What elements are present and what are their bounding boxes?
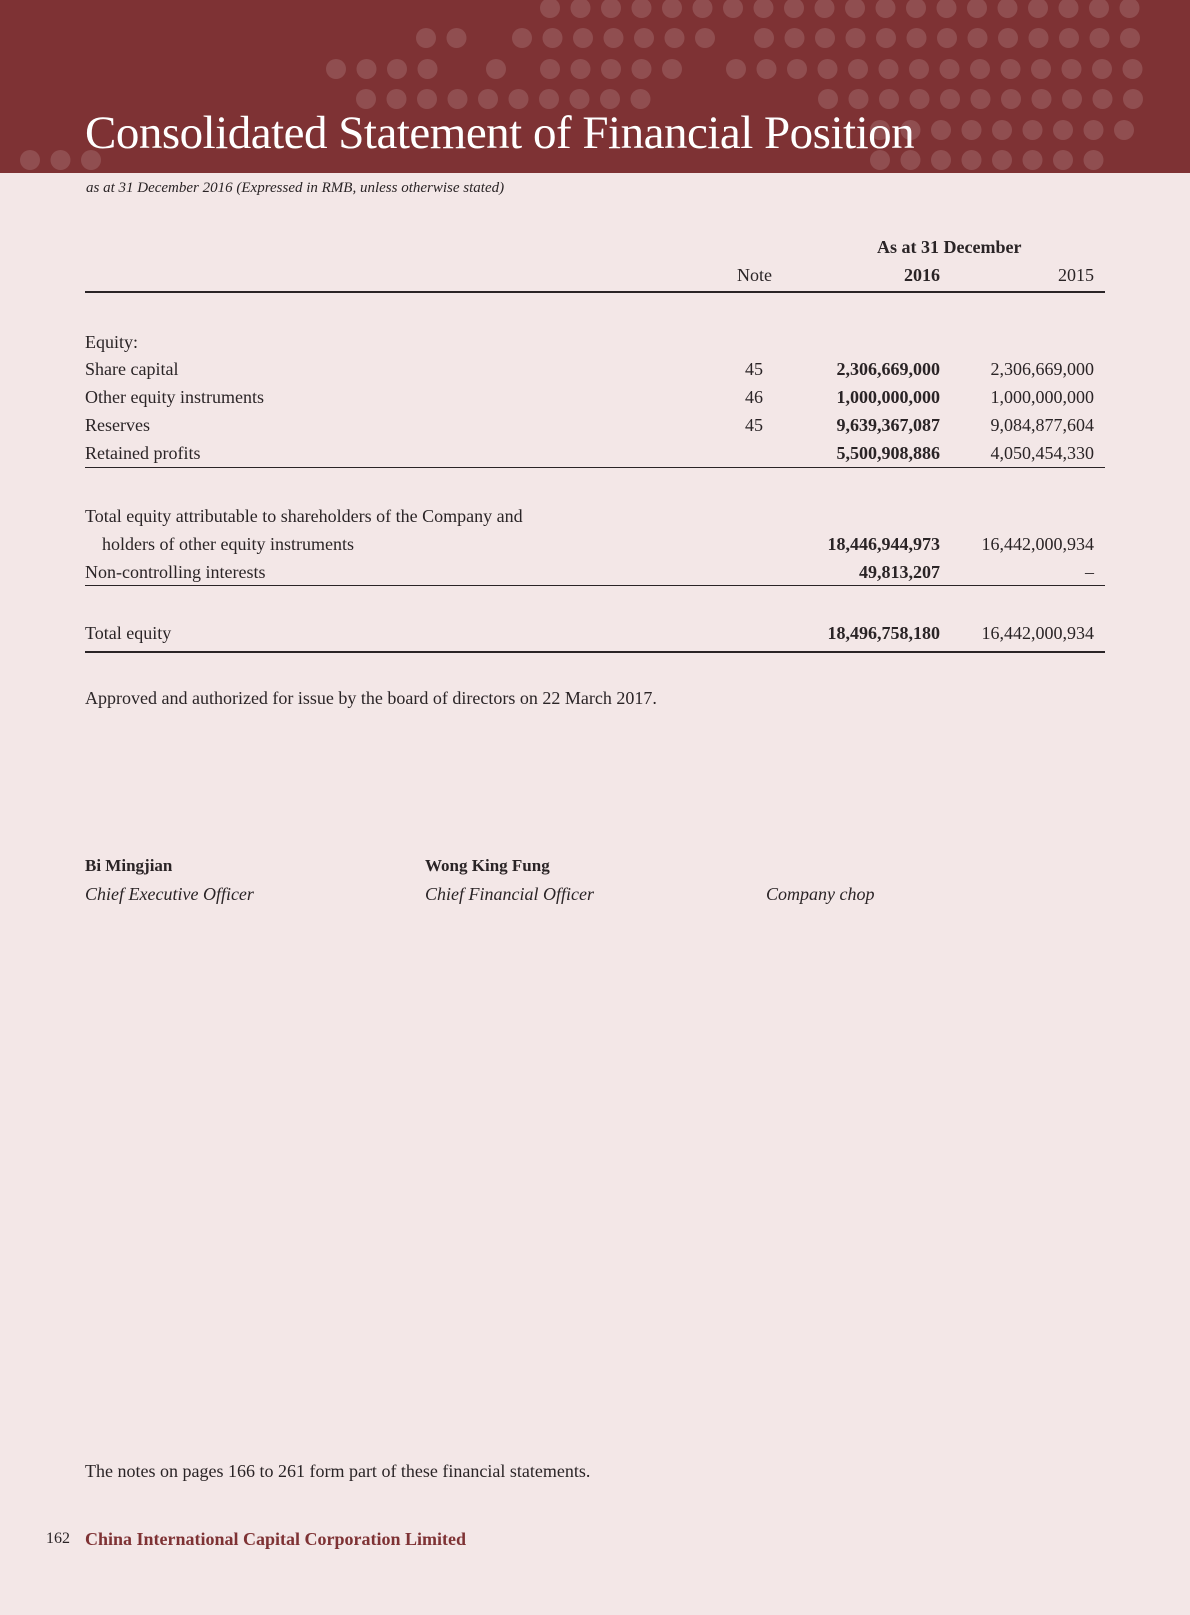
row-value-2015: 2,306,669,000 [990, 359, 1094, 379]
column-header-note: Note [737, 265, 772, 285]
group-header: As at 31 December [877, 237, 1022, 257]
signatory-name: Bi Mingjian [85, 856, 173, 875]
header-rule [85, 291, 1105, 293]
company-name: China International Capital Corporation Limited [85, 1529, 467, 1549]
company-chop-label: Company chop [766, 884, 875, 904]
page-title: Consolidated Statement of Financial Position [85, 107, 915, 159]
total-rule [85, 651, 1105, 653]
row-label: Share capital [85, 359, 179, 379]
row-note: 46 [745, 387, 763, 407]
row-label: Reserves [85, 415, 150, 435]
signatory-title: Chief Financial Officer [425, 884, 594, 904]
header-banner [0, 0, 1190, 173]
row-value-2016: 1,000,000,000 [836, 387, 940, 407]
row-note: 45 [745, 415, 763, 435]
row-label: Retained profits [85, 443, 201, 463]
column-header-2016: 2016 [904, 265, 940, 285]
total-equity-2015: 16,442,000,934 [981, 623, 1094, 643]
column-header-2015: 2015 [1058, 265, 1094, 285]
row-value-2016: 9,639,367,087 [836, 415, 940, 435]
nci-2015: – [1085, 562, 1094, 582]
row-label: Other equity instruments [85, 387, 264, 407]
row-value-2015: 4,050,454,330 [990, 443, 1094, 463]
footnote: The notes on pages 166 to 261 form part of these financial statements. [85, 1461, 591, 1481]
total-equity-2016: 18,496,758,180 [827, 623, 940, 643]
total-attributable-2015: 16,442,000,934 [981, 534, 1094, 554]
subtotal-rule [85, 467, 1105, 468]
total-equity-label: Total equity [85, 623, 172, 643]
row-value-2016: 2,306,669,000 [836, 359, 940, 379]
row-value-2015: 1,000,000,000 [990, 387, 1094, 407]
total-attributable-2016: 18,446,944,973 [827, 534, 940, 554]
row-value-2016: 5,500,908,886 [836, 443, 940, 463]
nci-2016: 49,813,207 [859, 562, 940, 582]
total-attributable-label-line1: Total equity attributable to shareholders of the Company and [85, 506, 523, 526]
row-value-2015: 9,084,877,604 [990, 415, 1094, 435]
total-attributable-label-line2: holders of other equity instruments [102, 534, 354, 554]
page-subtitle: as at 31 December 2016 (Expressed in RMB, unless otherwise stated) [86, 180, 505, 196]
signatory-name: Wong King Fung [425, 856, 550, 875]
approval-statement: Approved and authorized for issue by the board of directors on 22 March 2017. [85, 688, 657, 708]
nci-label: Non-controlling interests [85, 562, 266, 582]
page-number: 162 [46, 1530, 70, 1547]
row-note: 45 [745, 359, 763, 379]
section-label: Equity: [85, 332, 138, 352]
signatory-title: Chief Executive Officer [85, 884, 254, 904]
subtotal-rule [85, 585, 1105, 586]
